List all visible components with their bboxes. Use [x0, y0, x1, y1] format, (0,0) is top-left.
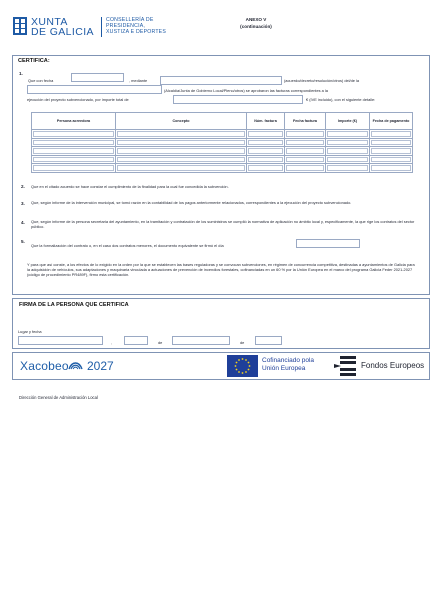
amount-input[interactable]	[327, 148, 368, 154]
cofinanced-label	[262, 357, 314, 373]
concept-input[interactable]	[117, 140, 245, 146]
table-cell	[326, 130, 370, 139]
table-cell	[326, 138, 370, 147]
cofinanced-line: Cofinanciado pola	[262, 357, 315, 364]
consellaria-line: XUSTIZA E DEPORTES	[106, 29, 167, 35]
item-1-act-type-label: (acuerdo/decreto/resolución/otros) del/de la	[284, 78, 360, 83]
concept-input[interactable]	[117, 165, 245, 171]
payment-date-input[interactable]	[371, 157, 411, 163]
xunta-logo-icon	[13, 17, 27, 35]
place-date-label: Lugar y fecha	[18, 329, 42, 334]
table-cell	[116, 155, 247, 164]
column-header-creditor: Persona acreedora	[32, 113, 116, 130]
creditor-input[interactable]	[33, 148, 114, 154]
table-cell	[370, 138, 413, 147]
signature-year-field[interactable]	[255, 336, 282, 345]
signature-day-field[interactable]	[124, 336, 148, 345]
approval-act-field[interactable]	[160, 76, 282, 85]
consellaria-name	[106, 17, 166, 35]
item-4-number: 4.	[21, 220, 25, 225]
consellaria-line: PRESIDENCIA,	[106, 23, 146, 29]
table-cell	[370, 164, 413, 173]
table-cell	[285, 130, 326, 139]
table-row	[32, 138, 413, 147]
table-cell	[247, 138, 285, 147]
invoice-number-input[interactable]	[248, 148, 283, 154]
invoice-number-input[interactable]	[248, 157, 283, 163]
creditor-input[interactable]	[33, 140, 114, 146]
fondos-europeos-icon	[334, 356, 356, 376]
amount-input[interactable]	[327, 165, 368, 171]
item-3-text: Que, según informe de la intervención municipal, se tomó razón en la contabilidad de los pagos anteriormente relacionados, correspondientes a la ejecución del proyecto subvencionado.	[31, 200, 352, 205]
approving-body-field[interactable]	[27, 85, 162, 94]
signature-month-field[interactable]	[172, 336, 230, 345]
table-cell	[247, 130, 285, 139]
table-cell	[32, 147, 116, 156]
table-cell	[326, 147, 370, 156]
item-1-amount-suffix: € (IVE incluido), con el siguiente detalle:	[306, 97, 376, 102]
table-cell	[370, 147, 413, 156]
table-cell	[326, 164, 370, 173]
table-row	[32, 130, 413, 139]
concept-input[interactable]	[117, 148, 245, 154]
item-1-mediante-label: , mediante	[129, 78, 148, 83]
header-divider	[101, 17, 102, 37]
xacobeo-logo-text: Xacobeo	[20, 359, 69, 373]
org-name	[31, 17, 94, 37]
table-cell	[116, 138, 247, 147]
cofinanced-line: Unión Europea	[262, 365, 306, 372]
column-header-invoice-number: Núm. factura	[247, 113, 285, 130]
invoice-table	[31, 112, 413, 173]
signature-title: FIRMA DE LA PERSONA QUE CERTIFICA	[19, 302, 129, 308]
amount-input[interactable]	[327, 131, 368, 137]
amount-input[interactable]	[327, 140, 368, 146]
item-1-body-type-label: (Alcaldía/Junta de Gobierno Local/Pleno/otros) se aprobaron las facturas correspondientes a la	[164, 88, 328, 93]
annex-heading	[226, 17, 286, 30]
invoice-date-input[interactable]	[286, 131, 324, 137]
invoice-date-input[interactable]	[286, 165, 324, 171]
table-cell	[32, 164, 116, 173]
table-cell	[247, 164, 285, 173]
table-header-row	[32, 113, 413, 130]
concept-input[interactable]	[117, 157, 245, 163]
item-5-text: Que la formalización del contrato o, en el caso dos contratos menores, el documento equivalente se firmó el día	[31, 243, 224, 248]
table-row	[32, 155, 413, 164]
invoice-number-input[interactable]	[248, 131, 283, 137]
creditor-input[interactable]	[33, 131, 114, 137]
payment-date-input[interactable]	[371, 148, 411, 154]
table-cell	[247, 147, 285, 156]
consellaria-line: CONSELLERÍA DE	[106, 17, 154, 23]
table-cell	[285, 155, 326, 164]
certify-title: CERTIFICA:	[18, 58, 50, 64]
annex-subtitle: (continuación)	[240, 23, 272, 29]
table-cell	[285, 164, 326, 173]
date-separator-2: de	[240, 340, 245, 345]
item-4-text: Que, según informe de la persona secretaria del ayuntamiento, en la tramitación y contratación de los suministros se cumplió la normativa de aplicación no ámbito local y, especificamente, la que rige los contratos del sector público.	[31, 219, 415, 229]
amount-input[interactable]	[327, 157, 368, 163]
eu-flag-icon	[227, 355, 258, 377]
item-2-number: 2.	[21, 184, 25, 189]
org-name-line2: DE GALICIA	[31, 26, 94, 38]
item-1-amount-label: ejecución del proyecto subvencionado, por importe total de	[27, 97, 129, 102]
invoice-date-input[interactable]	[286, 140, 324, 146]
xacobeo-year: 2027	[87, 359, 114, 373]
table-row	[32, 147, 413, 156]
signature-place-field[interactable]	[18, 336, 103, 345]
table-cell	[32, 155, 116, 164]
invoice-date-input[interactable]	[286, 157, 324, 163]
closing-paragraph: Y para que así conste, a los efectos de lo exigido en la orden por la que se establecen las bases reguladoras y se convocan subvenciones, en régimen de concurrencia competitiva, destinadas a ayuntamientos de Galicia para la adquisición de vehículos, sus adaptaciones y maquinaria vinculada a actuaciones de prevención de incendios forestales, cofinanciadas en un 60 % por la Unión Europea en el marco del programa Galicia Feder 2021-2027 (código de procedimiento PR489F), firmo esta certificación.	[27, 262, 415, 277]
table-cell	[370, 155, 413, 164]
place-comma: ,	[111, 340, 113, 345]
item-3-number: 3.	[21, 201, 25, 206]
item-1-number: 1.	[19, 71, 23, 76]
item-1-date-label: Que con fecha	[28, 78, 54, 83]
approval-date-field[interactable]	[71, 73, 124, 82]
table-row	[32, 164, 413, 173]
column-header-concept: Concepto	[116, 113, 247, 130]
org-name-line1: XUNTA	[31, 16, 68, 28]
document-header	[12, 14, 432, 48]
table-cell	[32, 130, 116, 139]
item-5-number: 5.	[21, 239, 25, 244]
date-separator-1: de	[158, 340, 163, 345]
item-2-text: Que en el citado acuerdo se hace constar el cumplimiento de la finalidad para la cual fue concedida la subvención.	[31, 184, 229, 189]
xacobeo-shell-icon	[68, 359, 83, 371]
invoice-date-input[interactable]	[286, 148, 324, 154]
contract-signing-date-field[interactable]	[296, 239, 360, 248]
table-cell	[326, 155, 370, 164]
creditor-input[interactable]	[33, 157, 114, 163]
directorate-footer: Dirección General de Administración Local	[19, 395, 98, 400]
table-cell	[285, 147, 326, 156]
table-cell	[370, 130, 413, 139]
table-cell	[32, 138, 116, 147]
table-cell	[116, 164, 247, 173]
total-amount-field[interactable]	[173, 95, 303, 104]
payment-date-input[interactable]	[371, 140, 411, 146]
payment-date-input[interactable]	[371, 131, 411, 137]
table-cell	[116, 147, 247, 156]
column-header-amount: Importe (€)	[326, 113, 370, 130]
invoice-number-input[interactable]	[248, 140, 283, 146]
annex-title: ANEXO V	[245, 17, 267, 22]
table-cell	[285, 138, 326, 147]
creditor-input[interactable]	[33, 165, 114, 171]
invoice-number-input[interactable]	[248, 165, 283, 171]
table-cell	[247, 155, 285, 164]
table-cell	[116, 130, 247, 139]
fondos-europeos-label: Fondos Europeos	[361, 361, 425, 370]
column-header-invoice-date: Fecha factura	[285, 113, 326, 130]
payment-date-input[interactable]	[371, 165, 411, 171]
concept-input[interactable]	[117, 131, 245, 137]
column-header-payment-date: Fecha de pagamento	[370, 113, 413, 130]
